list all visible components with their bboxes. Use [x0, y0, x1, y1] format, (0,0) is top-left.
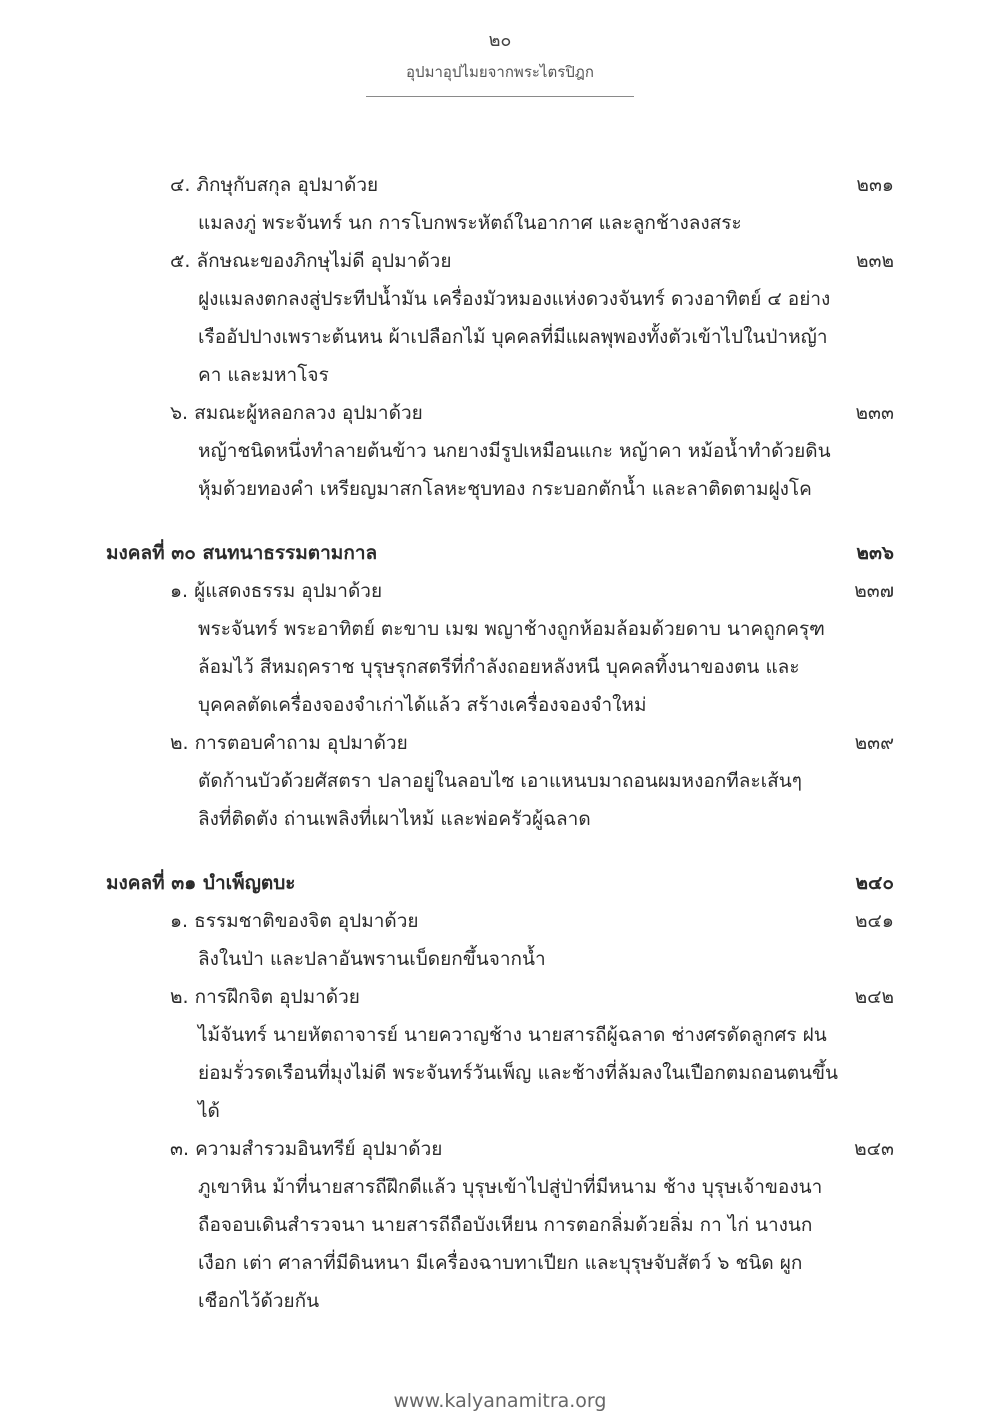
- toc-item-row: [0, 572, 1000, 610]
- toc-item-row: [0, 1130, 1000, 1168]
- description-line: เงือก เต่า ศาลาที่มีดินหนา มีเครื่องฉาบทาเปียก และบุรุษจับสัตว์ ๖ ชนิด ผูก: [198, 1252, 803, 1274]
- toc-item-description: [198, 204, 838, 242]
- toc-item-description: [198, 1016, 838, 1130]
- toc-item-page: ๒๔๑: [855, 910, 894, 932]
- book-title: อุปมาอุปไมยจากพระไตรปิฎก: [406, 63, 594, 81]
- header-divider: [366, 96, 634, 97]
- description-line: แมลงภู่ พระจันทร์ นก การโบกพระหัตถ์ในอากาศ และลูกช้างลงสระ: [198, 212, 742, 234]
- toc-item-title: ๑. ธรรมชาติของจิต อุปมาด้วย: [170, 910, 419, 932]
- toc-item-description: [198, 762, 838, 838]
- description-line: พระจันทร์ พระอาทิตย์ ตะขาบ เมฆ พญาช้างถูกห้อมล้อมด้วยดาบ นาคถูกครุฑ: [198, 618, 825, 640]
- description-line: ลิงที่ติดตัง ถ่านเพลิงที่เผาไหม้ และพ่อครัวผู้ฉลาด: [198, 808, 591, 830]
- toc-item-description: [198, 610, 838, 724]
- toc-item-title: ๖. สมณะผู้หลอกลวง อุปมาด้วย: [170, 402, 423, 424]
- page-number: ๒๐: [488, 30, 512, 51]
- description-line: หุ้มด้วยทองคำ เหรียญมาสกโลหะชุบทอง กระบอกตักน้ำ และลาติดตามฝูงโค: [198, 478, 812, 500]
- toc-item-page: ๒๓๙: [854, 732, 894, 754]
- description-line: เชือกไว้ด้วยกัน: [198, 1290, 320, 1312]
- toc-item-row: [0, 902, 1000, 940]
- toc-item-page: ๒๓๑: [856, 174, 894, 196]
- toc-item-page: ๒๓๓: [855, 402, 894, 424]
- toc-item-row: [0, 166, 1000, 204]
- toc-item-page: ๒๔๒: [854, 986, 894, 1008]
- description-line: ไม้จันทร์ นายหัตถาจารย์ นายควาญช้าง นายสารถีผู้ฉลาด ช่างศรดัดลูกศร ฝน: [198, 1024, 827, 1046]
- description-line: หญ้าชนิดหนึ่งทำลายต้นข้าว นกยางมีรูปเหมือนแกะ หญ้าคา หม้อน้ำทำด้วยดิน: [198, 440, 831, 462]
- toc-item-title: ๕. ลักษณะของภิกษุไม่ดี อุปมาด้วย: [170, 250, 452, 272]
- description-line: ลิงในป่า และปลาอันพรานเบ็ดยกขึ้นจากน้ำ: [198, 948, 546, 970]
- page-header: [0, 28, 1000, 97]
- footer-website: www.kalyanamitra.org: [393, 1390, 607, 1412]
- description-line: ภูเขาหิน ม้าที่นายสารถีฝึกดีแล้ว บุรุษเข้าไปสู่ป่าที่มีหนาม ช้าง บุรุษเจ้าของนา: [198, 1176, 823, 1198]
- toc-item-page: ๒๓๗: [854, 580, 894, 602]
- section-heading-31: [0, 864, 1000, 902]
- toc-item-row: [0, 978, 1000, 1016]
- toc-item-description: [198, 280, 838, 394]
- toc-item-description: [198, 940, 838, 978]
- section-page: ๒๔๐: [855, 872, 894, 894]
- description-line: คา และมหาโจร: [198, 364, 329, 386]
- toc-item-description: [198, 432, 838, 508]
- description-line: ล้อมไว้ สีหมฤคราช บุรุษรุกสตรีที่กำลังถอยหลังหนี บุคคลทิ้งนาของตน และ: [198, 656, 800, 678]
- section-heading-30: [0, 534, 1000, 572]
- toc-item-title: ๑. ผู้แสดงธรรม อุปมาด้วย: [170, 580, 383, 602]
- toc-item-row: [0, 724, 1000, 762]
- description-line: บุคคลตัดเครื่องจองจำเก่าได้แล้ว สร้างเครื่องจองจำใหม่: [198, 694, 647, 716]
- toc-item: [0, 724, 1000, 838]
- toc-item-title: ๔. ภิกษุกับสกุล อุปมาด้วย: [170, 174, 379, 196]
- toc-item-page: ๒๓๒: [855, 250, 894, 272]
- description-line: เรืออัปปางเพราะต้นหน ผ้าเปลือกไม้ บุคคลที่มีแผลพุพองทั้งตัวเข้าไปในป่าหญ้า: [198, 326, 828, 348]
- toc-item: [0, 572, 1000, 724]
- toc-item: [0, 978, 1000, 1130]
- section-title: มงคลที่ ๓๐ สนทนาธรรมตามกาล: [106, 542, 378, 564]
- section-page: ๒๓๖: [856, 542, 894, 564]
- toc-item-row: [0, 242, 1000, 280]
- toc-item-title: ๓. ความสำรวมอินทรีย์ อุปมาด้วย: [170, 1138, 443, 1160]
- toc-item-title: ๒. การตอบคำถาม อุปมาด้วย: [170, 732, 408, 754]
- description-line: ฝูงแมลงตกลงสู่ประทีปน้ำมัน เครื่องมัวหมองแห่งดวงจันทร์ ดวงอาทิตย์ ๔ อย่าง: [198, 288, 831, 310]
- toc-item: [0, 394, 1000, 508]
- description-line: ตัดก้านบัวด้วยศัสตรา ปลาอยู่ในลอบไซ เอาแหนบมาถอนผมหงอกทีละเส้นๆ: [198, 770, 802, 792]
- toc-item: [0, 902, 1000, 978]
- toc-item-title: ๒. การฝึกจิต อุปมาด้วย: [170, 986, 360, 1008]
- description-line: ถือจอบเดินสำรวจนา นายสารถีถือบังเหียน การตอกลิ่มด้วยลิ่ม กา ไก่ นางนก: [198, 1214, 813, 1236]
- table-of-contents: [0, 166, 1000, 1320]
- toc-item-description: [198, 1168, 838, 1320]
- section-title: มงคลที่ ๓๑ บำเพ็ญตบะ: [106, 872, 296, 894]
- toc-item: [0, 1130, 1000, 1320]
- toc-item: [0, 242, 1000, 394]
- toc-item-row: [0, 394, 1000, 432]
- toc-item-page: ๒๔๓: [854, 1138, 894, 1160]
- toc-item: [0, 166, 1000, 242]
- description-line: ย่อมรั่วรดเรือนที่มุงไม่ดี พระจันทร์วันเพ็ญ และช้างที่ล้มลงในเปือกตมถอนตนขึ้นได้: [198, 1062, 838, 1122]
